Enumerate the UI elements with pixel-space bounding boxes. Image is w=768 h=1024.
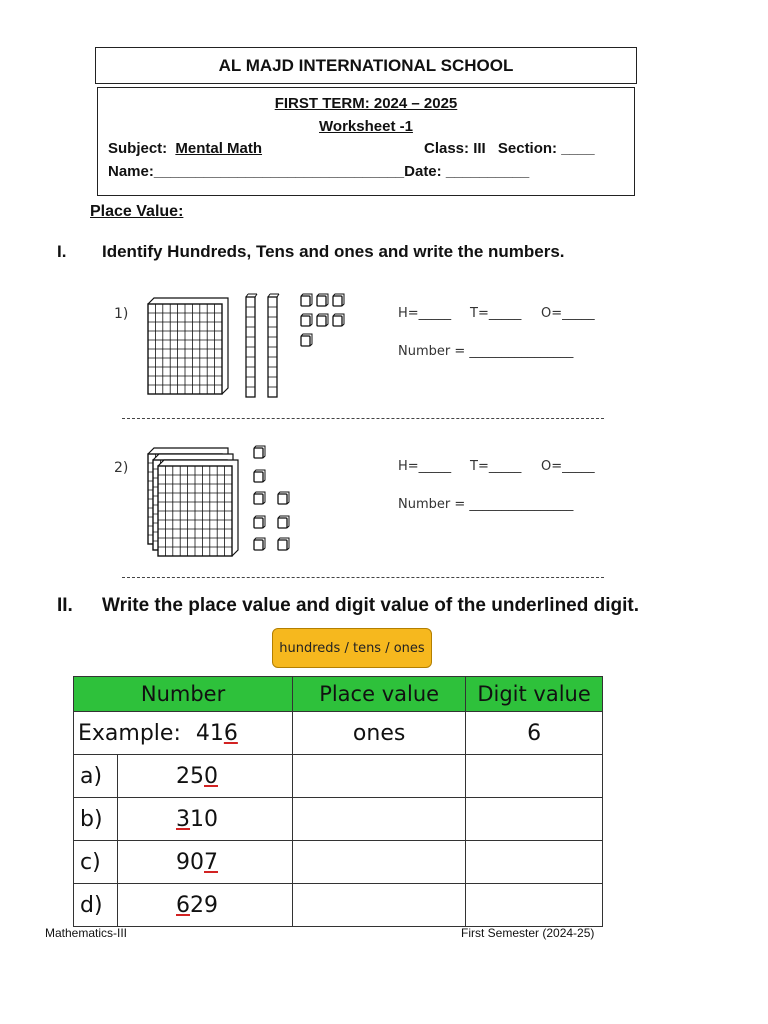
one-cube <box>301 314 312 326</box>
one-cube <box>254 470 265 482</box>
one-cube <box>254 516 265 528</box>
subject-row <box>108 140 262 157</box>
digit-value-answer[interactable] <box>466 841 603 884</box>
class-label: Class: III <box>424 140 486 157</box>
one-cube <box>333 294 344 306</box>
problem-1-number-blank[interactable]: Number = ________________ <box>398 344 574 359</box>
hint-box: hundreds / tens / ones <box>272 628 432 668</box>
one-cube <box>254 492 265 504</box>
example-number-cell <box>74 712 293 755</box>
row-number <box>118 755 293 798</box>
name-date-row <box>108 163 529 180</box>
question-2-heading <box>57 595 640 617</box>
problem-2-number-blank[interactable]: Number = ________________ <box>398 497 574 512</box>
digit-value-answer[interactable] <box>466 755 603 798</box>
problem-2-ones-blank[interactable]: O=_____ <box>541 459 595 474</box>
example-number-digits: 41 <box>195 720 224 746</box>
problem-2-blocks <box>140 442 360 560</box>
example-row <box>74 712 603 755</box>
divider-2 <box>122 577 604 578</box>
ten-rod <box>246 294 257 397</box>
problem-1-hundreds-blank[interactable]: H=_____ <box>398 306 452 321</box>
problem-2-hundreds-blank[interactable]: H=_____ <box>398 459 452 474</box>
table-row <box>74 841 603 884</box>
subject-value: Mental Math <box>175 140 263 157</box>
one-cube <box>301 294 312 306</box>
question-1-heading <box>57 242 565 262</box>
footer-left: Mathematics-III <box>45 926 128 940</box>
place-value-answer[interactable] <box>293 884 466 927</box>
example-number <box>196 721 238 746</box>
problem-1-label: 1) <box>114 306 129 322</box>
worksheet-title: Worksheet -1 <box>319 118 413 135</box>
place-value-answer[interactable] <box>293 798 466 841</box>
one-cube <box>254 538 265 550</box>
question-2-text: Write the place value and digit value of the underlined digit. <box>102 595 640 616</box>
column-header-digit-value: Digit value <box>466 677 603 712</box>
digit-value-answer[interactable] <box>466 884 603 927</box>
underlined-digit: 7 <box>204 849 218 875</box>
table-row <box>74 798 603 841</box>
table-row <box>74 884 603 927</box>
one-cube <box>317 294 328 306</box>
one-cube <box>254 446 265 458</box>
question-1-number: I. <box>57 242 67 261</box>
row-label: d) <box>74 884 118 927</box>
footer-right: First Semester (2024-25) <box>461 926 595 940</box>
one-cube <box>333 314 344 326</box>
number-digits: 90 <box>176 849 204 875</box>
column-header-place-value: Place value <box>293 677 466 712</box>
place-value-answer[interactable] <box>293 841 466 884</box>
row-number <box>118 798 293 841</box>
underlined-digit: 3 <box>176 806 190 832</box>
column-header-number: Number <box>74 677 293 712</box>
row-label: b) <box>74 798 118 841</box>
school-name: AL MAJD INTERNATIONAL SCHOOL <box>95 47 637 84</box>
question-1-text: Identify Hundreds, Tens and ones and write the numbers. <box>102 242 565 261</box>
problem-2-tens-blank[interactable]: T=_____ <box>470 459 522 474</box>
ten-rod <box>268 294 279 397</box>
place-value-table <box>73 676 603 927</box>
subject-label: Subject: <box>108 140 168 157</box>
problem-1-blocks <box>140 290 360 402</box>
problem-1-tens-blank[interactable]: T=_____ <box>470 306 522 321</box>
divider-1 <box>122 418 604 419</box>
section-label: Section: ____ <box>497 140 595 157</box>
underlined-digit: 0 <box>204 763 218 789</box>
digit-value-answer[interactable] <box>466 798 603 841</box>
problem-1-ones-blank[interactable]: O=_____ <box>541 306 595 321</box>
one-cube <box>301 334 312 346</box>
row-label: c) <box>74 841 118 884</box>
example-digit-value: 6 <box>466 712 603 755</box>
place-value-answer[interactable] <box>293 755 466 798</box>
one-cube <box>278 538 289 550</box>
number-digits: 29 <box>190 892 218 918</box>
name-label: Name: <box>108 163 154 180</box>
section-title: Place Value: <box>90 203 184 220</box>
table-header-row <box>74 677 603 712</box>
class-section-row <box>424 140 595 157</box>
row-number <box>118 884 293 927</box>
info-box <box>97 87 635 196</box>
example-place-value: ones <box>293 712 466 755</box>
problem-2-label: 2) <box>114 460 129 476</box>
term-title: FIRST TERM: 2024 – 2025 <box>274 95 458 112</box>
date-label: Date: __________ <box>404 163 530 180</box>
question-2-number: II. <box>57 595 73 616</box>
table-row <box>74 755 603 798</box>
example-underlined-digit: 6 <box>223 720 238 746</box>
row-label: a) <box>74 755 118 798</box>
number-digits: 10 <box>190 806 218 832</box>
hundred-flat <box>148 304 222 394</box>
underlined-digit: 6 <box>176 892 190 918</box>
number-digits: 25 <box>176 763 204 789</box>
one-cube <box>317 314 328 326</box>
name-line: ______________________________ <box>153 163 405 180</box>
row-number <box>118 841 293 884</box>
example-label: Example: <box>78 720 181 746</box>
one-cube <box>278 516 289 528</box>
hundred-flat <box>158 466 232 556</box>
one-cube <box>278 492 289 504</box>
